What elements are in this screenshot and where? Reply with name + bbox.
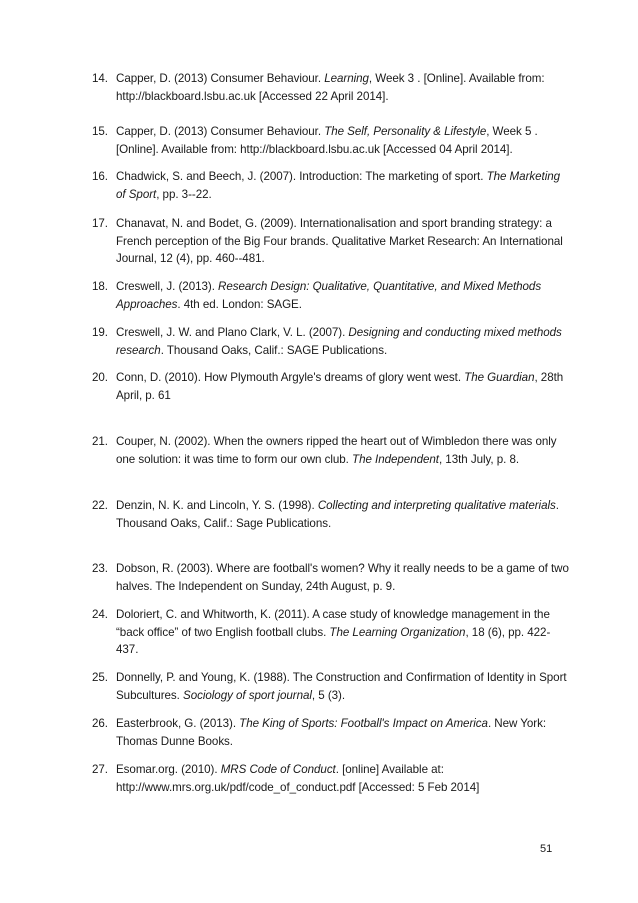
reference-text: Chanavat, N. and Bodet, G. (2009). Internationalisation and sport branding strategy: a French perception of the Big Four brands. Qualitative Market Research: An International Journal, 12 (4), pp. 460--481. [116, 217, 563, 265]
reference-item [92, 278, 570, 313]
reference-number: 17. [92, 217, 108, 230]
reference-number: 16. [92, 170, 108, 183]
reference-number: 20. [92, 371, 108, 384]
reference-item [92, 606, 570, 659]
reference-item [92, 433, 570, 468]
reference-number: 27. [92, 763, 108, 776]
reference-number: 22. [92, 499, 108, 512]
reference-text: Conn, D. (2010). How Plymouth Argyle's dreams of glory went west. The Guardian, 28th April, p. 61 [116, 371, 564, 402]
reference-text: Creswell, J. (2013). Research Design: Qualitative, Quantitative, and Mixed Methods Approaches. 4th ed. London: SAGE. [116, 280, 542, 311]
reference-item [92, 560, 570, 595]
reference-text: Donnelly, P. and Young, K. (1988). The Construction and Confirmation of Identity in Sport Subcultures. Sociology of sport journal, 5 (3). [116, 671, 567, 702]
reference-number: 18. [92, 280, 108, 293]
reference-number: 23. [92, 562, 108, 575]
reference-text: Easterbrook, G. (2013). The King of Sports: Football's Impact on America. New York: Thomas Dunne Books. [116, 717, 547, 748]
reference-number: 25. [92, 671, 108, 684]
reference-text: Creswell, J. W. and Plano Clark, V. L. (2007). Designing and conducting mixed methods research. Thousand Oaks, Calif.: SAGE Publications. [116, 326, 562, 357]
reference-text: Chadwick, S. and Beech, J. (2007). Introduction: The marketing of sport. The Marketing of Sport, pp. 3--22. [116, 170, 561, 201]
reference-text: Denzin, N. K. and Lincoln, Y. S. (1998). Collecting and interpreting qualitative materials. Thousand Oaks, Calif.: Sage Publications. [116, 499, 559, 530]
reference-item [92, 369, 570, 404]
reference-text: Esomar.org. (2010). MRS Code of Conduct. [online] Available at: http://www.mrs.org.uk/pdf/code_of_conduct.pdf [Accessed: 5 Feb 2014] [116, 763, 480, 794]
reference-item [92, 123, 570, 158]
reference-text: Couper, N. (2002). When the owners ripped the heart out of Wimbledon there was only one solution: it was time to form our own club. The Independent, 13th July, p. 8. [116, 435, 557, 466]
reference-item [92, 715, 570, 750]
reference-item [92, 70, 570, 105]
reference-item [92, 669, 570, 704]
reference-item [92, 168, 570, 203]
reference-number: 14. [92, 72, 108, 85]
page-number: 51 [540, 843, 553, 855]
reference-text: Doloriert, C. and Whitworth, K. (2011). A case study of knowledge management in the “back office” of two English football clubs. The Learning Organization, 18 (6), pp. 422-437. [116, 608, 551, 656]
reference-item [92, 324, 570, 359]
reference-item [92, 497, 570, 532]
reference-text: Capper, D. (2013) Consumer Behaviour. The Self, Personality & Lifestyle, Week 5 . [Online]. Available from: http://blackboard.lsbu.ac.uk [Accessed 04 April 2014]. [116, 125, 538, 156]
reference-number: 15. [92, 125, 108, 138]
reference-item [92, 761, 570, 796]
reference-number: 26. [92, 717, 108, 730]
reference-text: Dobson, R. (2003). Where are football's women? Why it really needs to be a game of two halves. The Independent on Sunday, 24th August, p. 9. [116, 562, 569, 593]
reference-number: 19. [92, 326, 108, 339]
reference-item [92, 215, 570, 268]
reference-number: 24. [92, 608, 108, 621]
reference-number: 21. [92, 435, 108, 448]
reference-text: Capper, D. (2013) Consumer Behaviour. Learning, Week 3 . [Online]. Available from: http://blackboard.lsbu.ac.uk [Accessed 22 April 2014]. [116, 72, 545, 103]
